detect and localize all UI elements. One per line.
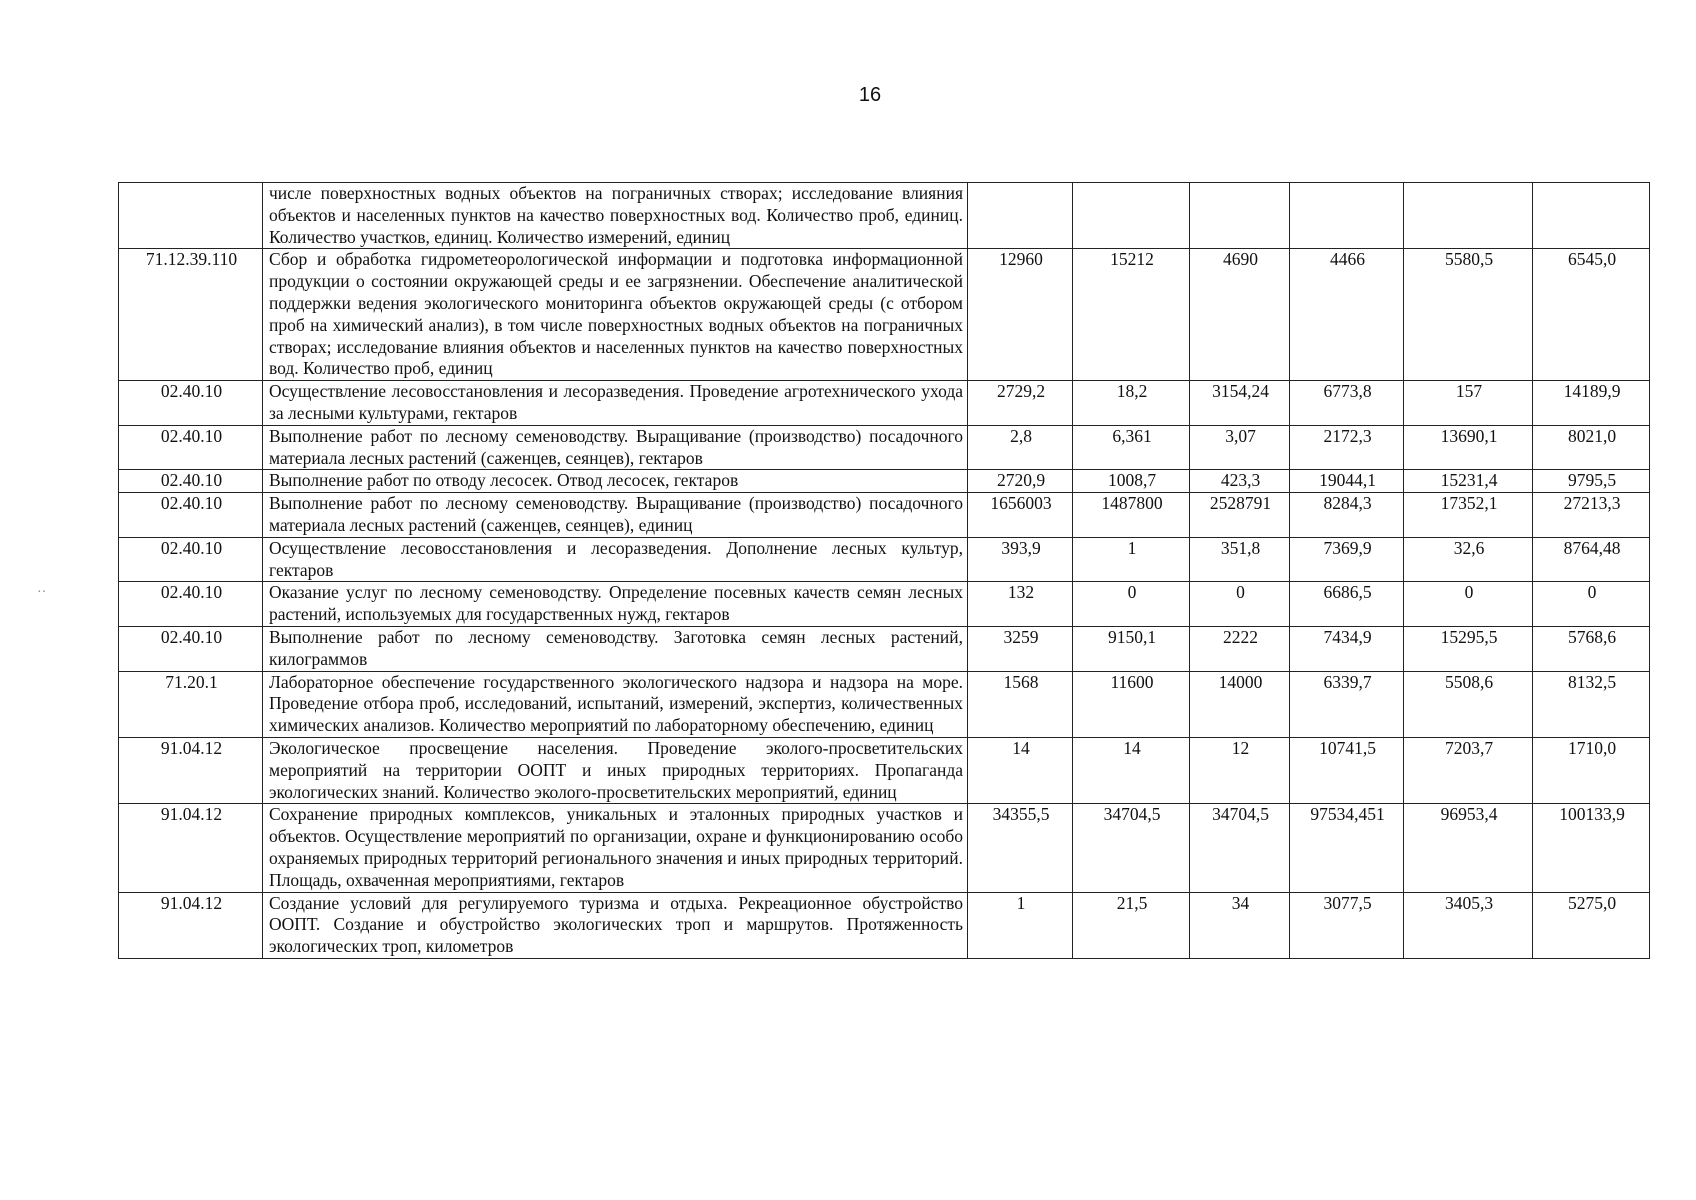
value-cell: 17352,1 <box>1404 493 1533 538</box>
value-cell: 0 <box>1190 582 1290 627</box>
value-cell: 3,07 <box>1190 425 1290 470</box>
value-cell: 0 <box>1533 582 1650 627</box>
table-row <box>119 804 1650 892</box>
value-cell: 1656003 <box>968 493 1073 538</box>
value-cell: 7203,7 <box>1404 737 1533 803</box>
value-cell: 15295,5 <box>1404 626 1533 671</box>
service-description-cell: Выполнение работ по лесному семеноводству. Выращивание (производство) посадочного материала лесных растений (саженцев, сеянцев), гектаров <box>263 425 968 470</box>
value-cell: 8284,3 <box>1290 493 1404 538</box>
value-cell: 2729,2 <box>968 381 1073 426</box>
table-row <box>119 537 1650 582</box>
value-cell: 132 <box>968 582 1073 627</box>
value-cell: 5768,6 <box>1533 626 1650 671</box>
value-cell: 5275,0 <box>1533 892 1650 958</box>
table-row <box>119 470 1650 493</box>
okved-code-cell <box>119 183 263 249</box>
table-row <box>119 493 1650 538</box>
okved-code-cell: 02.40.10 <box>119 493 263 538</box>
value-cell: 393,9 <box>968 537 1073 582</box>
service-description-cell: Лабораторное обеспечение государственного экологического надзора и надзора на море. Проведение отбора проб, исследований, испытаний, измерений, экспертиз, количественных химических анализов. Количество мероприятий по лабораторному обеспечению, единиц <box>263 671 968 737</box>
value-cell: 351,8 <box>1190 537 1290 582</box>
value-cell: 423,3 <box>1190 470 1290 493</box>
value-cell: 14000 <box>1190 671 1290 737</box>
okved-code-cell: 02.40.10 <box>119 381 263 426</box>
value-cell: 5508,6 <box>1404 671 1533 737</box>
service-description-cell: Сбор и обработка гидрометеорологической информации и подготовка информационной продукции о состоянии окружающей среды и ее загрязнении. Обеспечение аналитической поддержки ведения экологического мониторинга объектов окружающей среды (с отбором проб на химический анализ), в том числе поверхностных водных объектов на пограничных створах; исследование влияния объектов и населенных пунктов на качество поверхностных вод. Количество проб, единиц <box>263 249 968 381</box>
value-cell: 2222 <box>1190 626 1290 671</box>
value-cell: 3154,24 <box>1190 381 1290 426</box>
table-row <box>119 737 1650 803</box>
value-cell: 4466 <box>1290 249 1404 381</box>
value-cell: 9150,1 <box>1073 626 1190 671</box>
table-row <box>119 425 1650 470</box>
okved-code-cell: 02.40.10 <box>119 470 263 493</box>
value-cell: 2528791 <box>1190 493 1290 538</box>
value-cell: 8132,5 <box>1533 671 1650 737</box>
okved-code-cell: 02.40.10 <box>119 425 263 470</box>
value-cell: 27213,3 <box>1533 493 1650 538</box>
value-cell: 34704,5 <box>1073 804 1190 892</box>
value-cell: 8764,48 <box>1533 537 1650 582</box>
value-cell <box>1190 183 1290 249</box>
page-number: 16 <box>858 84 882 106</box>
table-row <box>119 892 1650 958</box>
value-cell: 96953,4 <box>1404 804 1533 892</box>
value-cell: 100133,9 <box>1533 804 1650 892</box>
value-cell: 1487800 <box>1073 493 1190 538</box>
service-description-cell: Осуществление лесовосстановления и лесоразведения. Проведение агротехнического ухода за лесными культурами, гектаров <box>263 381 968 426</box>
table-row <box>119 381 1650 426</box>
service-description-cell: Оказание услуг по лесному семеноводству. Определение посевных качеств семян лесных растений, используемых для государственных нужд, гектаров <box>263 582 968 627</box>
services-table <box>118 182 1650 959</box>
value-cell: 3077,5 <box>1290 892 1404 958</box>
table-row <box>119 249 1650 381</box>
value-cell: 32,6 <box>1404 537 1533 582</box>
service-description-cell: Сохранение природных комплексов, уникальных и эталонных природных участков и объектов. Осуществление мероприятий по организации, охране и функционированию особо охраняемых природных территорий регионального значения и иных природных территорий. Площадь, охваченная мероприятиями, гектаров <box>263 804 968 892</box>
value-cell: 8021,0 <box>1533 425 1650 470</box>
service-description-cell: Выполнение работ по лесному семеноводству. Выращивание (производство) посадочного материала лесных растений (саженцев, сеянцев), единиц <box>263 493 968 538</box>
table-row <box>119 183 1650 249</box>
value-cell: 0 <box>1073 582 1190 627</box>
value-cell: 1 <box>1073 537 1190 582</box>
okved-code-cell: 91.04.12 <box>119 804 263 892</box>
table-row <box>119 582 1650 627</box>
value-cell: 9795,5 <box>1533 470 1650 493</box>
service-description-cell: числе поверхностных водных объектов на пограничных створах; исследование влияния объектов и населенных пунктов на качество поверхностных вод. Количество проб, единиц. Количество участков, единиц. Количество измерений, единиц <box>263 183 968 249</box>
service-description-cell: Выполнение работ по отводу лесосек. Отвод лесосек, гектаров <box>263 470 968 493</box>
okved-code-cell: 02.40.10 <box>119 626 263 671</box>
value-cell: 6773,8 <box>1290 381 1404 426</box>
scan-speck: ·· <box>37 585 47 600</box>
service-description-cell: Выполнение работ по лесному семеноводству. Заготовка семян лесных растений, килограммов <box>263 626 968 671</box>
table-row <box>119 671 1650 737</box>
table-row <box>119 626 1650 671</box>
value-cell <box>1533 183 1650 249</box>
value-cell: 10741,5 <box>1290 737 1404 803</box>
okved-code-cell: 02.40.10 <box>119 582 263 627</box>
value-cell: 0 <box>1404 582 1533 627</box>
value-cell: 34704,5 <box>1190 804 1290 892</box>
value-cell: 12 <box>1190 737 1290 803</box>
service-description-cell: Экологическое просвещение населения. Проведение эколого-просветительских мероприятий на территории ООПТ и иных природных территориях. Пропаганда экологических знаний. Количество эколого-просветительских мероприятий, единиц <box>263 737 968 803</box>
value-cell: 157 <box>1404 381 1533 426</box>
value-cell: 13690,1 <box>1404 425 1533 470</box>
value-cell: 6339,7 <box>1290 671 1404 737</box>
value-cell: 6,361 <box>1073 425 1190 470</box>
okved-code-cell: 91.04.12 <box>119 892 263 958</box>
value-cell: 34 <box>1190 892 1290 958</box>
value-cell: 15231,4 <box>1404 470 1533 493</box>
okved-code-cell: 91.04.12 <box>119 737 263 803</box>
value-cell: 4690 <box>1190 249 1290 381</box>
value-cell: 1710,0 <box>1533 737 1650 803</box>
value-cell: 14 <box>968 737 1073 803</box>
value-cell: 5580,5 <box>1404 249 1533 381</box>
value-cell: 97534,451 <box>1290 804 1404 892</box>
value-cell: 7434,9 <box>1290 626 1404 671</box>
service-description-cell: Осуществление лесовосстановления и лесоразведения. Дополнение лесных культур, гектаров <box>263 537 968 582</box>
value-cell: 2172,3 <box>1290 425 1404 470</box>
okved-code-cell: 71.12.39.110 <box>119 249 263 381</box>
value-cell <box>1073 183 1190 249</box>
value-cell: 15212 <box>1073 249 1190 381</box>
value-cell: 2,8 <box>968 425 1073 470</box>
value-cell: 3405,3 <box>1404 892 1533 958</box>
value-cell: 21,5 <box>1073 892 1190 958</box>
value-cell: 6686,5 <box>1290 582 1404 627</box>
value-cell: 1 <box>968 892 1073 958</box>
table-body <box>119 183 1650 959</box>
value-cell: 1008,7 <box>1073 470 1190 493</box>
value-cell <box>968 183 1073 249</box>
service-description-cell: Создание условий для регулируемого туризма и отдыха. Рекреационное обустройство ООПТ. Создание и обустройство экологических троп и маршрутов. Протяженность экологических троп, километров <box>263 892 968 958</box>
okved-code-cell: 71.20.1 <box>119 671 263 737</box>
value-cell: 34355,5 <box>968 804 1073 892</box>
value-cell: 18,2 <box>1073 381 1190 426</box>
value-cell: 19044,1 <box>1290 470 1404 493</box>
value-cell: 14 <box>1073 737 1190 803</box>
value-cell: 3259 <box>968 626 1073 671</box>
okved-code-cell: 02.40.10 <box>119 537 263 582</box>
value-cell: 11600 <box>1073 671 1190 737</box>
value-cell: 12960 <box>968 249 1073 381</box>
value-cell: 6545,0 <box>1533 249 1650 381</box>
value-cell: 14189,9 <box>1533 381 1650 426</box>
value-cell: 1568 <box>968 671 1073 737</box>
value-cell: 2720,9 <box>968 470 1073 493</box>
value-cell <box>1290 183 1404 249</box>
value-cell: 7369,9 <box>1290 537 1404 582</box>
value-cell <box>1404 183 1533 249</box>
